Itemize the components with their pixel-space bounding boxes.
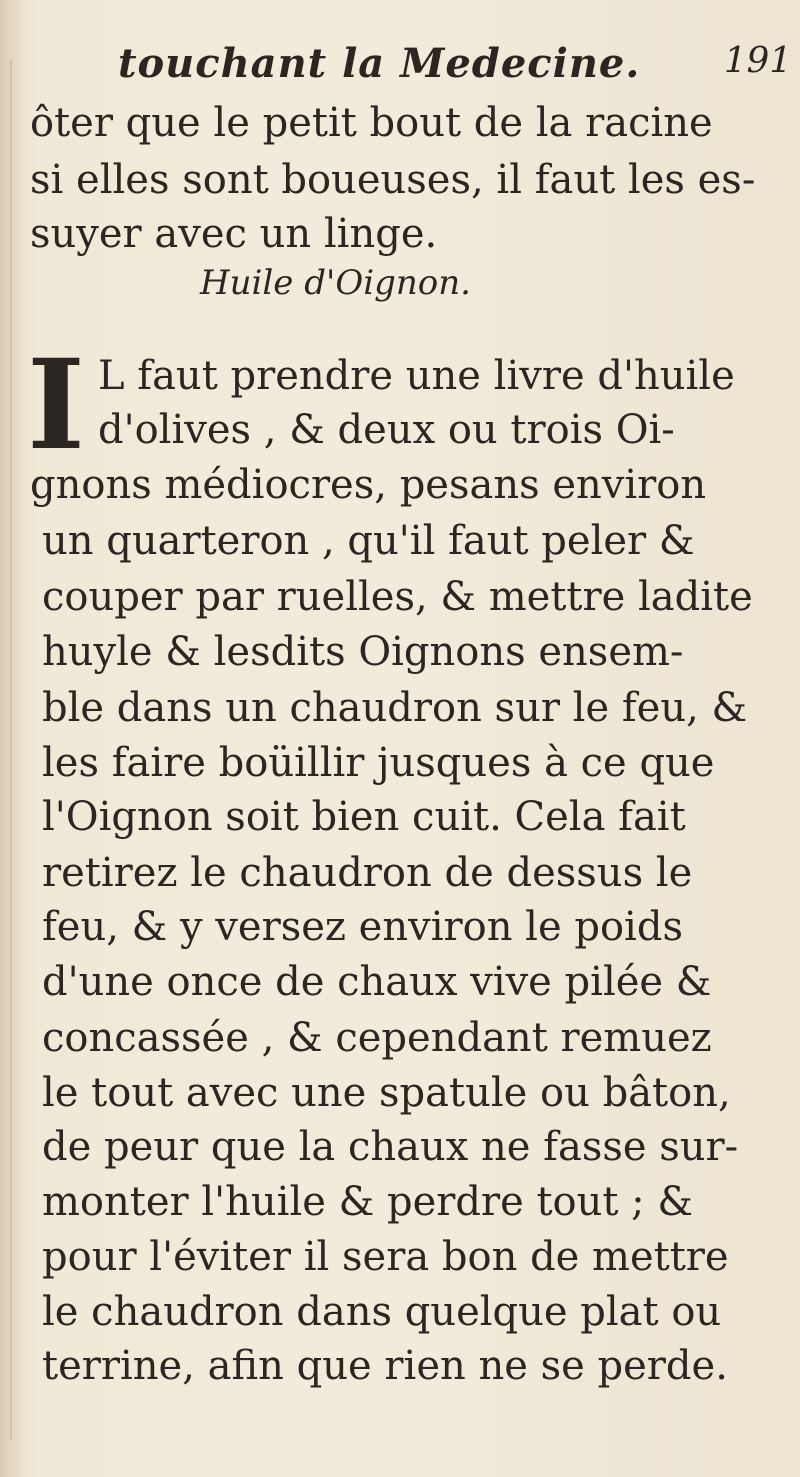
text-line: d'une once de chaux vive pilée & (42, 959, 712, 1005)
gutter-shadow (10, 60, 12, 1440)
text-line: de peur que la chaux ne fasse sur- (42, 1124, 739, 1170)
text-line: feu, & y versez environ le poids (42, 904, 683, 950)
text-line: pour l'éviter il sera bon de mettre (42, 1234, 729, 1280)
text-line: gnons médiocres, pesans environ (30, 462, 707, 508)
text-line: ôter que le petit bout de la racine (30, 100, 713, 146)
text-line: ble dans un chaudron sur le feu, & (42, 685, 748, 731)
text-line: couper par ruelles, & mettre ladite (42, 574, 753, 620)
text-line: huyle & lesdits Oignons ensem- (42, 629, 684, 675)
text-line: l'Oignon soit bien cuit. Cela fait (42, 794, 686, 840)
drop-cap: I (27, 333, 86, 478)
text-line: concassée , & cependant remuez (42, 1015, 712, 1061)
text-line: un quarteron , qu'il faut peler & (42, 518, 695, 564)
text-line: retirez le chaudron de dessus le (42, 850, 693, 896)
text-line: les faire boüillir jusques à ce que (42, 740, 715, 786)
text-line: terrine, afin que rien ne se perde. (42, 1343, 728, 1389)
page-number: 191 (724, 40, 792, 81)
text-line: le tout avec une spatule ou bâton, (42, 1070, 731, 1116)
running-head: touchant la Medecine. (118, 40, 641, 87)
page-header (0, 40, 800, 100)
text-line: monter l'huile & perdre tout ; & (42, 1179, 693, 1225)
text-line: L faut prendre une livre d'huile (98, 353, 735, 399)
text-line: le chaudron dans quelque plat ou (42, 1289, 722, 1335)
page-gutter (0, 0, 26, 1477)
text-line: si elles sont boueuses, il faut les es- (30, 157, 756, 203)
text-line: suyer avec un linge. (30, 211, 438, 257)
text-line: d'olives , & deux ou trois Oi- (98, 407, 675, 453)
section-heading: Huile d'Oignon. (200, 263, 471, 303)
